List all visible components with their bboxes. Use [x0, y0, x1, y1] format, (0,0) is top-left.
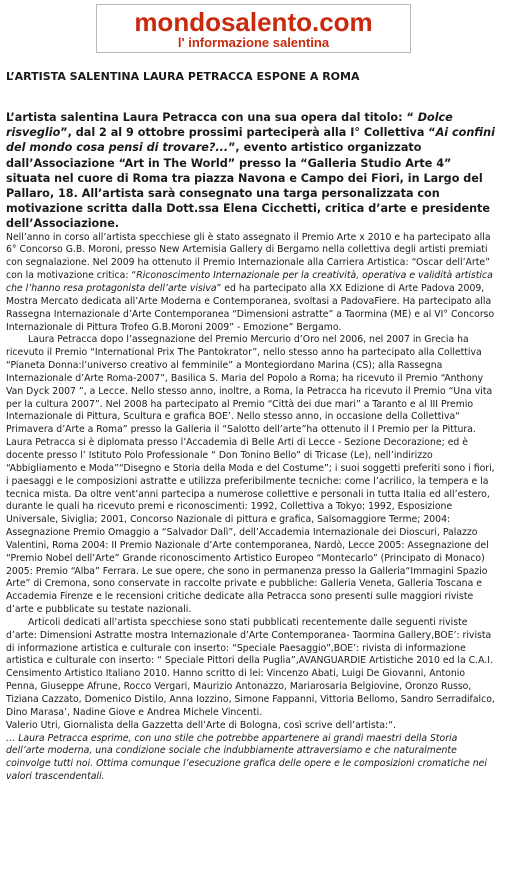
- lead-text-3: ”, evento artistico organizzato dall’Associazione “Art in The World” presso la “Galleria Studio Arte 4” situata nel cuore di Roma tra piazza Navona e Campo dei Fiori, in Largo del Pallaro, 18. All’artista sarà consegnato una targa personalizzata con motivazione scritta dalla Dott.ssa Elena Cicchetti, critica d’arte e presidente dell’Associazione.: [6, 141, 490, 231]
- lead-text-1: L’artista salentina Laura Petracca con una sua opera dal titolo: “: [6, 111, 418, 124]
- paragraph-awards-2009-2010: [6, 232, 498, 335]
- article-lead: [6, 110, 498, 232]
- critic-quote: … Laura Petracca esprime, con uno stile che potrebbe appartenere ai grandi maestri della Storia dell’arte moderna, una condizione sociale che indubbiamente attraversiamo e che naturalmente coinvolge tutti noi. Ottima comunque l’esecuzione grafica delle opere e le composizioni cromatiche nei valori trascendentali.: [6, 732, 487, 783]
- article: [6, 70, 498, 784]
- site-header: [96, 4, 411, 53]
- paragraph-biography: Laura Petracca dopo l’assegnazione del Premio Mercurio d’Oro nel 2006, nel 2007 in Grecia ha ricevuto il Premio “International Prix The Pantokrator”, nello stesso anno ha partecipato alla Collettiva “Pianeta Donna:l’universo creativo al femminile” a Montegiordano Marina (CS); alla Rassegna Internazionale d’Arte Roma-2007”, Basilica S. Maria del Popolo a Roma; ha ricevuto il Premio “Anthony Van Dyck 2007 ”, a Lecce. Nello stesso anno, inoltre, a Roma, la Petracca ha ricevuto il Premio “Una vita per la cultura 2007”. Nel 2008 ha partecipato al Premio “Città dei due mari” a Taranto e al III Premio Internazionale di Pittura, Scultura e grafica BOE’. Nello stesso anno, in occasione della Collettiva“ Primavera d’Arte a Roma” presso la Galleria il “Salotto dell’arte”ha ottenuto il I Premio per la Pittura. Laura Petracca si è diplomata presso l’Accademia di Belle Arti di Lecce - Sezione Decorazione; ed è docente presso l’ Istituto Polo Professionale “ Don Tonino Bello” di Tricase (Le), nell’indirizzo “Abbigliamento e Moda”“Disegno e Storia della Moda e del Costume”; i suoi soggetti preferiti sono i fiori, i paesaggi e le composizioni astratte e utilizza preferibilmente tecniche: come l’acrilico, la tempera e la tecnica mista. Da oltre vent’anni partecipa a numerose collettive e personali in tutta Italia ed all’estero, durante le quali ha ricevuto premi e riconoscimenti: 1992, Collettiva a Tokyo; 1992, Esposizione Universale, Siviglia; 2001, Concorso Nazionale di pittura e grafica, Salsomaggiore Terme; 2004: Assegnazione Premio Omaggio a “Salvador Dalì”, dell’Accademia Internazionale dei Dioscuri, Palazzo Valentini, Roma 2004: II Premio Nazionale d’Arte contemporanea, Nardò, Lecce 2005: Assegnazione del “Premio Nobel dell’Arte” Grande riconoscimento Artistico Europeo “Montecarlo” (Principato di Monaco) 2005: Premio “Alba” Ferrara. Le sue opere, che sono in permanenza presso la Galleria“Immagini Spazio Arte” di Cremona, sono conservate in raccolte private e pubbliche: Galleria Veneta, Galleria Toscana e Accademia Firenze e le recensioni critiche dedicate alla Petracca sono presenti sulle maggiori riviste d’arte e pubblicate su testate nazionali.: [6, 334, 495, 616]
- article-title: L’ARTISTA SALENTINA LAURA PETRACCA ESPONE A ROMA: [6, 70, 360, 83]
- paragraph-critic-intro: Valerio Utri, Giornalista della Gazzetta dell’Arte di Bologna, così scrive dell’artista:“.: [6, 719, 396, 731]
- artwork-title: Dolce risveglio: [6, 111, 453, 140]
- paragraph-publications: Articoli dedicati all’artista specchiese sono stati pubblicati recentemente dalle seguenti riviste d’arte: Dimensioni Astratte mostra Internazionale d’Arte Contemporanea- Taormina Gallery,BOE’: rivista di informazione artistica e culturale con inserto: “Speciale Paesaggio”,BOE’: rivista di informazione artistica e culturale con inserto: “ Speciale Pittori della Puglia”,AVANGUARDIE Artistiche 2010 ed la C.A.I. Censimento Artistico Italiano 2010. Hanno scritto di lei: Vincenzo Abati, Luigi De Giovanni, Antonio Penna, Giuseppe Afrune, Rocco Vergari, Maurizio Antonazzo, Mariarosaria Belgiovine, Oronzo Russo, Tiziana Cazzato, Domenico Distilo, Anna Iozzino, Simone Fappanni, Vittoria Bellomo, Sandro Serradifalco, Dino Marasa’, Nadine Giove e Andrea Michele Vincenti.: [6, 616, 495, 718]
- exhibition-title: Ai confini del mondo cosa pensi di trovare?...: [6, 126, 495, 155]
- p1-text-1: Nell’anno in corso all’artista specchiese gli è stato assegnato il Premio Arte x 2010 e ha partecipato alla 6° Concorso G.B. Moroni, presso New Artemisia Gallery di Bergamo nella collettiva degli artisti premiati con segnalazione. Nel 2009 ha ottenuto il Premio Internazionale alla Carriera Artistica: “Oscar dell’Arte” con la motivazione critica: “: [6, 231, 491, 282]
- award-motivation: Riconoscimento Internazionale per la creatività, operativa e validità artistica che l’hanno resa protagonista dell’arte visiva: [6, 270, 493, 294]
- p1-text-2: ” ed ha partecipato alla XX Edizione di Arte Padova 2009, Mostra Mercato dedicata all’Arte Moderna e Contemporanea, svoltasi a PadovaFiere. Ha partecipato alla Rassegna Internazionale d’Arte Contemporanea “Dimensioni astratte” a Taormina (ME) e al VI° Concorso Internazionale di Pittura Trofeo G.B.Moroni 2009” - Emozione” Bergamo.: [6, 283, 495, 333]
- lead-text-2: ”, dal 2 al 9 ottobre prossimi parteciperà alla I° Collettiva “: [60, 126, 436, 140]
- site-logo[interactable]: mondosalento.com: [134, 7, 373, 37]
- site-tagline: l' informazione salentina: [177, 35, 330, 50]
